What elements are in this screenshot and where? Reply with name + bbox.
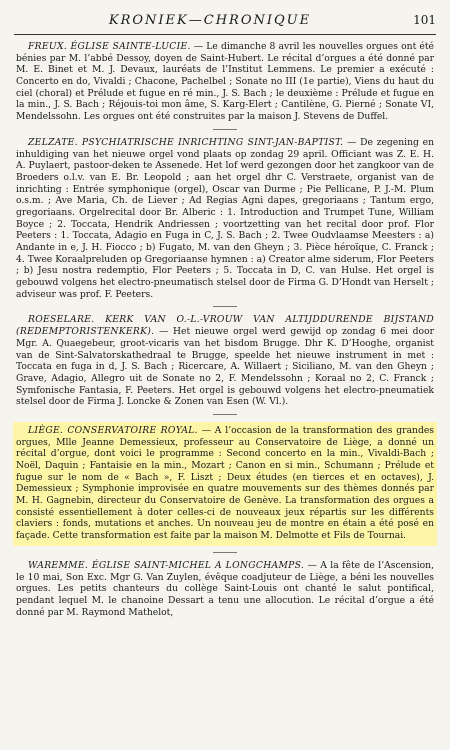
entry-text: — A l’occasion de la transformation des grandes orgues, Mlle Jeanne Demessieux, professeur au Conservatoire de Liège, a donné un récital d’orgue, dont voici le programme : Second concerto en la min., Vivaldi-Bach ; Noël, Daquin ; Fantaisie en la min., Mozart ; Canon en si min., Schumann ; Prélude et fugue sur le nom de « Bach », F. Liszt ; Deux études (en tierces et en octaves), J. Demessieux ; Symphonie improvisée en quatre mouvements sur des thèmes donnés par M. H. Gagnebin, directeur du Conservatoire de Genève. La transformation des orgues a consisté essentiellement à doter celles-ci de nouveaux jeux répartis sur les différents claviers : fonds, mutations et anches. Un nouveau jeu de montre en étain a été posé en façade. Cette transformation est faite par la maison M. Delmotte et Fils de Tournai. xyxy=(16,424,434,542)
entry-heading: FREUX. ÉGLISE SAINTE-LUCIE. xyxy=(28,41,191,52)
entry-text: — Het nieuwe orgel werd gewijd op zondag 6 mei door Mgr. A. Quaegebeur, groot-vicaris van het bisdom Brugge. Dhr K. D’Hooghe, organist van de Sint-Salvatorskathedraal te Brugge, speelde het nieuwe instrument in met : Toccata en fuga in d, J. S. Bach ; Ricercare, A. Willaert ; Siciliano, M. van den Gheyn ; Grave, Adagio, Allegro uit de Sonate no 2, F. Mendelssohn ; Koraal no 2, C. Franck ; Symfonische Fantasia, F. Peeters. Het orgel is gebouwd volgens het electro-pneumatiek stelsel door de Firma J. Loncke & Zonen van Esen (W. Vl.). xyxy=(16,326,434,408)
chronicle-entry-roeselare xyxy=(14,314,436,408)
entry-text: — De zegening en inhuldiging van het nieuwe orgel vond plaats op zondag 29 april. Officiant was Z. E. H. A. Puylaert, pastoor-deken te Assenede. Het lof werd gezongen door het zangkoor van de Broeders o.l.v. van E. Br. Leopold ; aan het orgel dhr C. Verstraete, organist van de inrichting : Entrée symphonique (orgel), Oscar van Durme ; Pie Pellicane, P. J.-M. Plum o.s.m. ; Ave Maria, Ch. de Liever ; Ad Regias Agni dapes, gregoriaans ; Tantum ergo, gregoriaans. Orgelrecital door Br. Alberic : 1. Introduction and Trumpet Tune, William Boyce ; 2. Toccata, Hendrik Andriessen ; voortzetting van het recital door prof. Flor Peeters : 1. Toccata, Adagio en Fuga in C, J. S. Bach ; 2. Twee Oudvlaamse Meesters : a) Andante in e, J. H. Fiocco ; b) Fugato, M. van den Gheyn ; 3. Pièce héroïque, C. Franck ; 4. Twee Koraalpreluden op Gregoriaanse hymnen : a) Creator alme siderum, Flor Peeters ; b) Jesu nostra redemptio, Flor Peeters ; 5. Toccata in D, C. van Hulse. Het orgel is gebouwd volgens het electro-pneumatisch stelsel door de Firma G. D’Hondt van Herselt ; adviseur was prof. F. Peeters. xyxy=(16,136,435,300)
chronicle-entry-zelzate xyxy=(14,137,436,301)
entry-separator xyxy=(213,306,237,307)
chronicle-entry-freux xyxy=(14,41,436,123)
running-title: KRONIEK—CHRONIQUE xyxy=(108,13,312,28)
chronicle-entry-liege-highlighted xyxy=(13,422,437,546)
entry-separator xyxy=(213,552,237,553)
entry-heading: LIÈGE. CONSERVATOIRE ROYAL. xyxy=(28,424,198,436)
entry-heading: ZELZATE. PSYCHIATRISCHE INRICHTING SINT-JAN-BAPTIST. xyxy=(28,136,344,148)
entry-separator xyxy=(213,414,237,415)
page-header xyxy=(14,10,436,35)
entry-heading: ROESELARE. KERK VAN O.-L.-VROUW VAN ALTIJDDURENDE BIJSTAND (REDEMPTORISTENKERK). xyxy=(16,314,434,338)
chronicle-entry-waremme xyxy=(14,560,436,618)
entry-text: — Le dimanche 8 avril les nouvelles orgues ont été bénies par M. l’abbé Dessoy, doyen de Saint-Hubert. Le récital d’orgues a été donné par M. E. Binet et M. J. Devaux, lauréats de l’Institut Lemmens. Le premier a exécuté : Concerto en do, Vivaldi ; Chacone, Pachelbel ; Sonate no III (1e partie), Viens du haut du ciel (choral) et Prélude et fugue en ré min., J. S. Bach ; le deuxième : Prélude et fugue en la min., J. S. Bach ; Réjouis-toi mon âme, S. Karg-Elert ; Cantilène, G. Pierné ; Sonate VI, Mendelssohn. Les orgues ont été construites par la maison J. Stevens de Duffel. xyxy=(16,41,434,123)
entry-separator xyxy=(213,129,237,130)
entry-heading: WAREMME. ÉGLISE SAINT-MICHEL A LONGCHAMPS. xyxy=(28,559,305,571)
page-number: 101 xyxy=(413,13,436,27)
entry-text: — A la fête de l’Ascension, le 10 mai, Son Exc. Mgr G. Van Zuylen, évêque coadjuteur de Liège, a béni les nouvelles orgues. Les petits chanteurs du collège Saint-Louis ont chanté le salut pontifical, pendant lequel M. le chanoine Dessart a tenu une allocution. Le récital d’orgue a été donné par M. Raymond Mathelot, xyxy=(16,559,435,618)
